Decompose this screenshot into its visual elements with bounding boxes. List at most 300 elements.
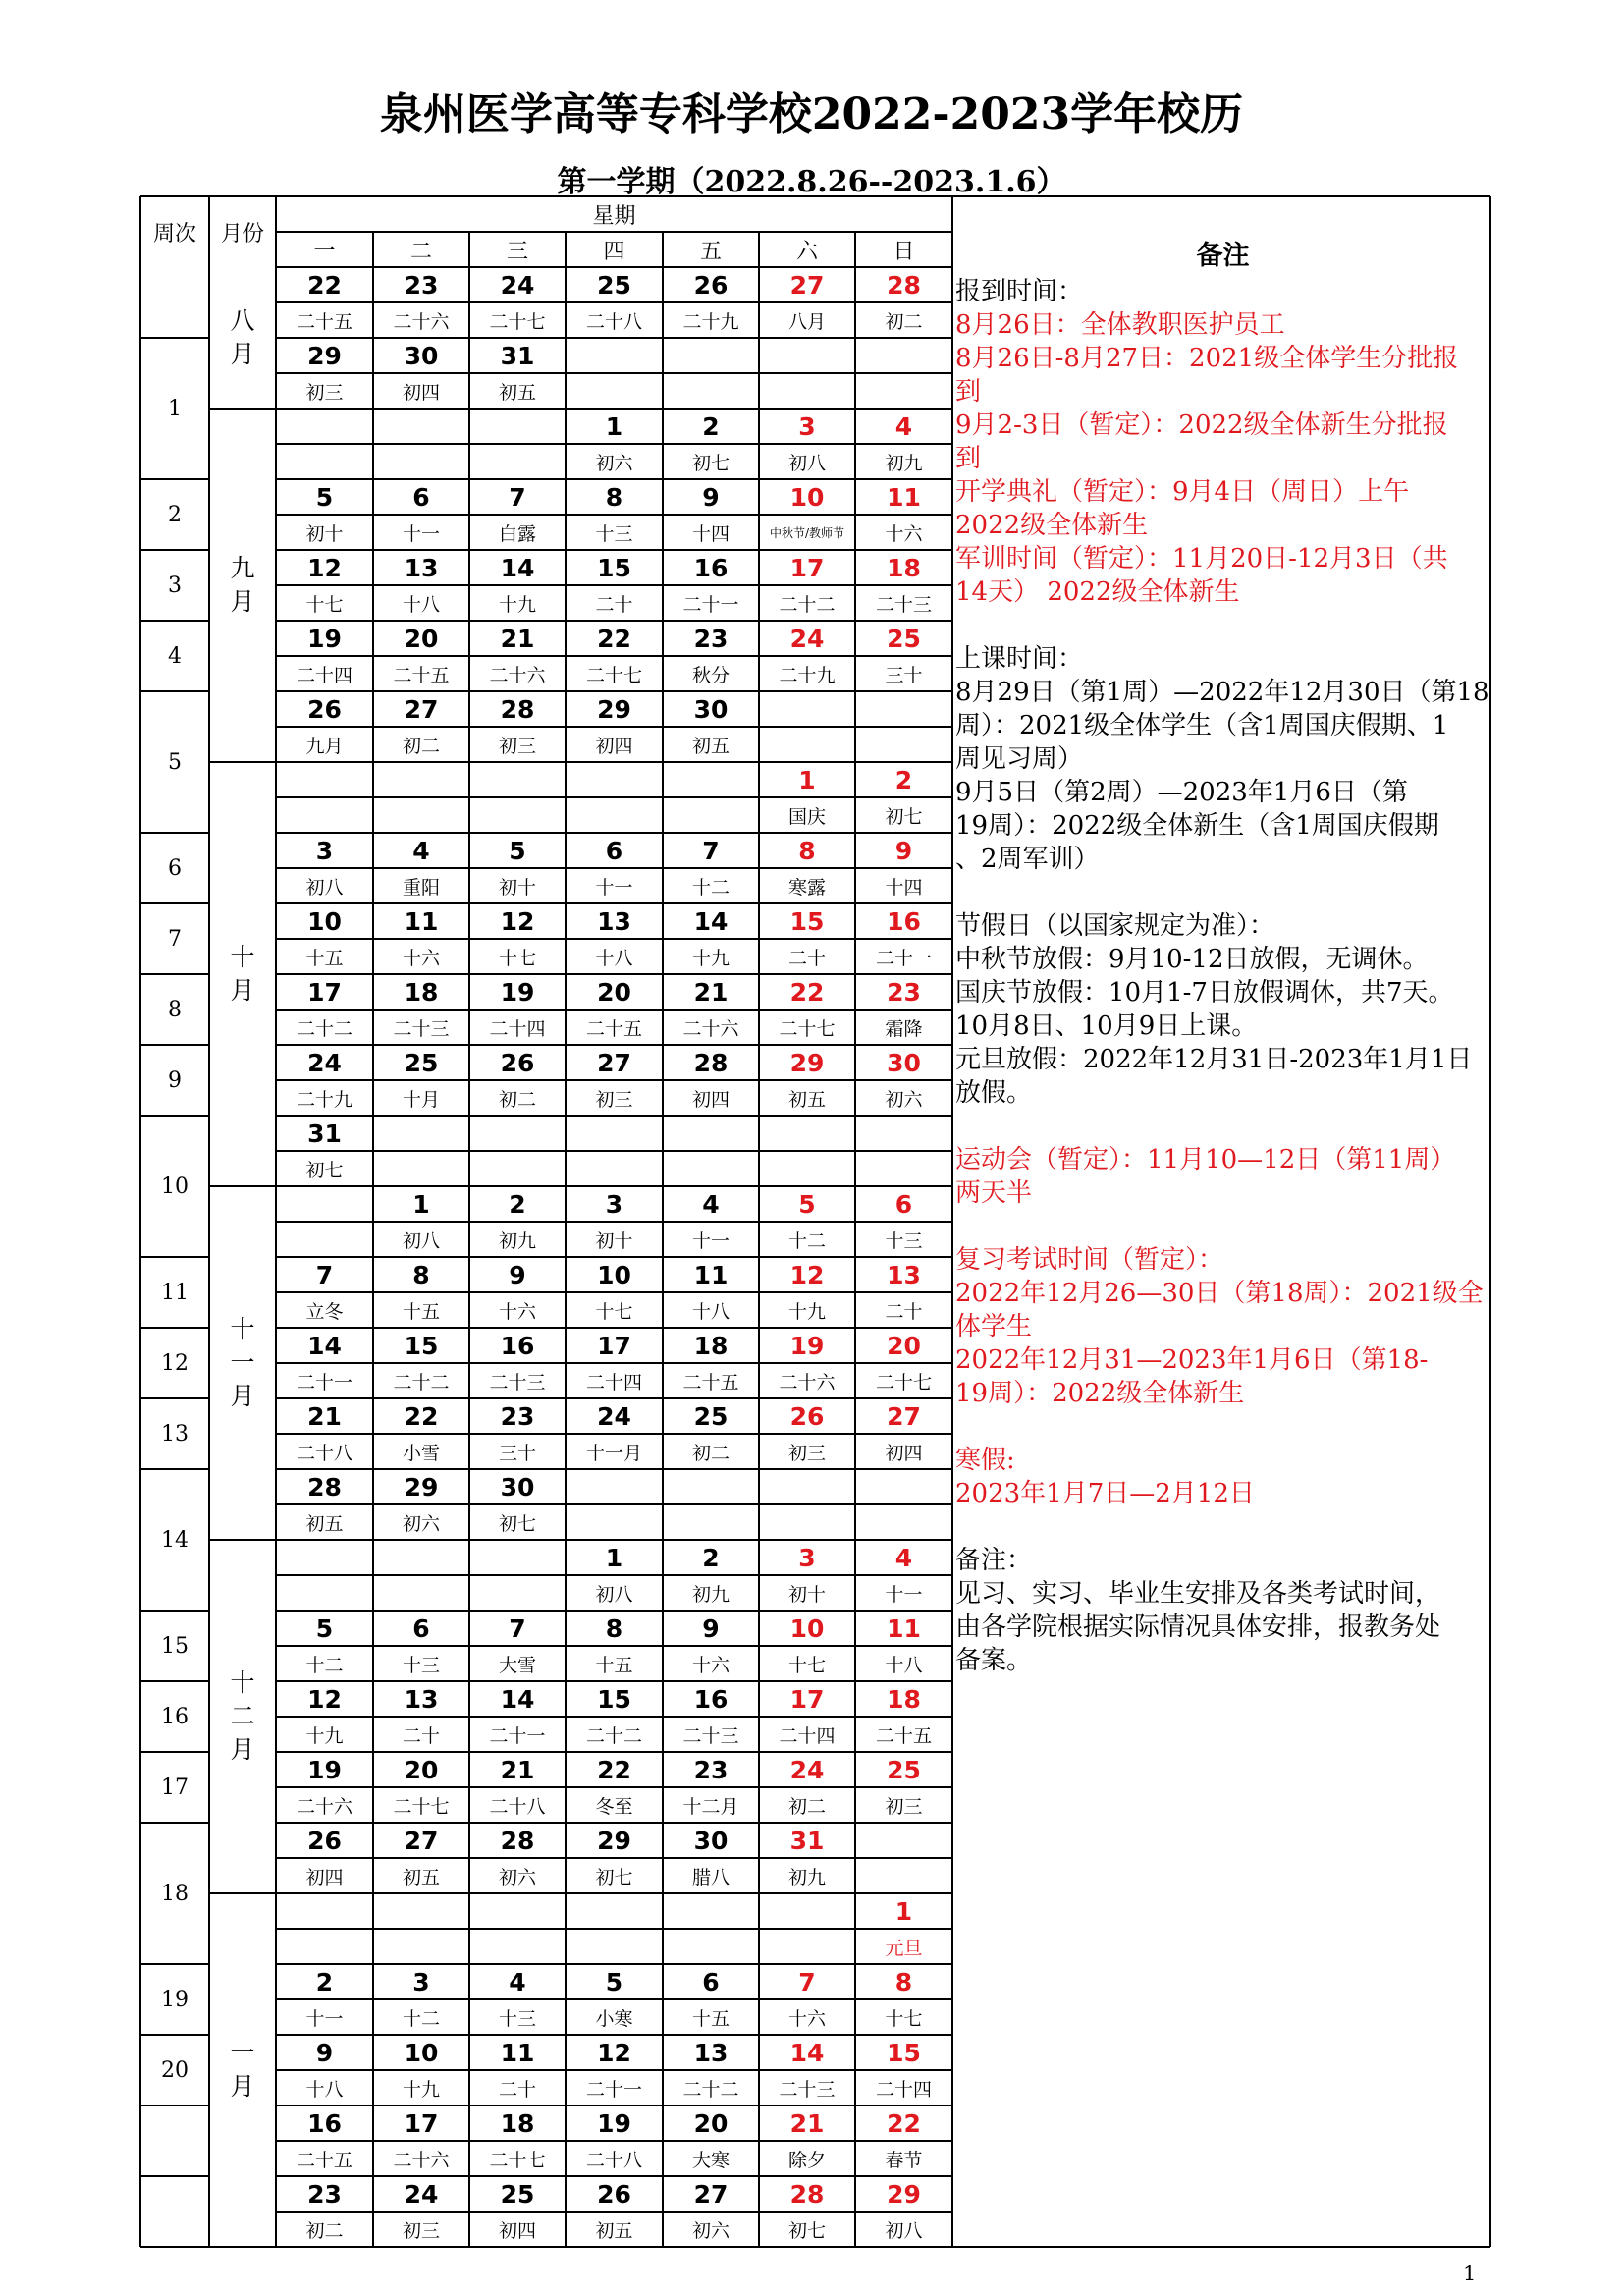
note-line: 、2周军训） (955, 845, 1100, 874)
day-number: 29 (307, 341, 342, 370)
day-number: 14 (500, 553, 535, 582)
note-line: 9月2-3日（暂定）：2022级全体新生分批报 (955, 410, 1448, 440)
lunar-date: 十八 (691, 1300, 730, 1323)
weekday-header-1: 一 (313, 239, 336, 264)
note-line: 体学生 (955, 1312, 1033, 1341)
day-number: 8 (605, 482, 623, 512)
lunar-date: 十三 (885, 1230, 923, 1252)
day-number: 31 (789, 1826, 825, 1855)
day-number: 8 (605, 1613, 623, 1643)
lunar-date: 二十四 (296, 664, 352, 686)
day-number: 5 (315, 482, 334, 512)
note-line: 2023年1月7日—2月12日 (955, 1479, 1255, 1508)
lunar-date: 十六 (787, 2007, 826, 2030)
day-number: 19 (789, 1331, 825, 1360)
day-number: 26 (693, 270, 729, 300)
lunar-date: 初二 (498, 1088, 536, 1111)
lunar-date: 二十九 (296, 1088, 352, 1111)
day-number: 27 (404, 694, 439, 724)
lunar-date: 十九 (305, 1724, 344, 1747)
month-label: 八月 (230, 306, 255, 368)
day-number: 14 (789, 2038, 825, 2067)
lunar-date: 十一 (691, 1230, 730, 1252)
lunar-date: 十九 (402, 2078, 440, 2101)
lunar-date: 初九 (498, 1230, 536, 1252)
lunar-date: 初八 (885, 2219, 923, 2242)
day-number: 6 (412, 1613, 430, 1643)
day-number: 10 (307, 906, 342, 936)
note-line: 见习、实习、毕业生安排及各类考试时间， (955, 1579, 1441, 1609)
lunar-date: 二十三 (875, 593, 932, 616)
day-number: 22 (307, 270, 342, 300)
weekday-header-6: 六 (795, 239, 818, 264)
day-number: 5 (509, 836, 526, 865)
day-number: 14 (693, 906, 729, 936)
lunar-date: 十七 (305, 593, 344, 616)
lunar-date: 二十八 (585, 310, 642, 333)
day-number: 7 (509, 1613, 526, 1643)
lunar-date: 二十五 (875, 1724, 932, 1747)
day-number: 6 (605, 836, 623, 865)
lunar-date: 十二 (691, 876, 730, 899)
lunar-date: 二十三 (489, 1371, 546, 1394)
day-number: 4 (894, 1543, 913, 1572)
week-number: 19 (161, 1987, 189, 2012)
day-number: 8 (798, 836, 816, 865)
day-number: 11 (500, 2038, 535, 2067)
day-number: 21 (307, 1401, 342, 1431)
lunar-date: 二十三 (393, 1017, 450, 1040)
day-number: 19 (597, 2108, 631, 2138)
lunar-date: 二十 (595, 593, 633, 616)
day-number: 3 (798, 1543, 816, 1572)
lunar-date: 初七 (595, 1866, 633, 1888)
day-number: 7 (509, 482, 526, 512)
day-number: 26 (500, 1048, 535, 1077)
lunar-date: 二十六 (682, 1017, 739, 1040)
lunar-date: 初四 (691, 1088, 730, 1111)
day-number: 17 (789, 1684, 825, 1714)
week-number: 12 (161, 1350, 189, 1376)
lunar-date: 初五 (498, 381, 536, 404)
lunar-date: 十八 (305, 2078, 344, 2101)
day-number: 16 (307, 2108, 342, 2138)
note-line: 14天） 2022级全体新生 (955, 577, 1240, 607)
week-number: 17 (161, 1775, 189, 1800)
lunar-date: 二十七 (875, 1371, 932, 1394)
note-line (955, 609, 1490, 642)
notes-header: 备注 (1196, 241, 1250, 271)
day-number: 4 (702, 1189, 720, 1219)
lunar-date: 初七 (787, 2219, 826, 2242)
week-number: 14 (161, 1527, 189, 1553)
note-line: 中秋节放假：9月10-12日放假，无调休。 (955, 945, 1429, 974)
day-number: 29 (597, 694, 631, 724)
lunar-date: 十三 (595, 522, 633, 545)
lunar-date: 二十 (402, 1724, 440, 1747)
lunar-date: 十八 (885, 1654, 923, 1676)
day-number: 14 (307, 1331, 342, 1360)
lunar-date: 二十八 (585, 2149, 642, 2171)
lunar-date: 二十七 (393, 1795, 450, 1818)
note-line: 到 (955, 444, 982, 473)
note-line: 节假日（以国家规定为准）： (955, 911, 1275, 941)
lunar-date: 九月 (305, 735, 344, 757)
day-number: 20 (887, 1331, 921, 1360)
day-number: 22 (404, 1401, 439, 1431)
lunar-date: 初七 (885, 805, 923, 828)
day-number: 7 (702, 836, 720, 865)
note-line (955, 1510, 1490, 1544)
day-number: 23 (307, 2179, 342, 2209)
day-number: 17 (597, 1331, 631, 1360)
week-number: 18 (161, 1881, 189, 1906)
lunar-date: 二十六 (489, 664, 546, 686)
lunar-date: 冬至 (595, 1795, 633, 1818)
day-number: 25 (887, 1755, 921, 1784)
lunar-date: 十七 (498, 947, 536, 969)
lunar-date: 二十四 (779, 1724, 836, 1747)
lunar-date: 十八 (402, 593, 440, 616)
lunar-date: 二十一 (585, 2078, 642, 2101)
lunar-date: 十二月 (682, 1795, 739, 1818)
day-number: 5 (798, 1189, 816, 1219)
lunar-date: 国庆 (787, 805, 826, 828)
day-number: 10 (404, 2038, 439, 2067)
lunar-date: 二十 (885, 1300, 923, 1323)
day-number: 9 (315, 2038, 334, 2067)
day-number: 26 (307, 694, 342, 724)
day-number: 2 (509, 1189, 526, 1219)
day-number: 24 (500, 270, 535, 300)
note-line (955, 1210, 1490, 1243)
lunar-date: 初二 (402, 735, 440, 757)
lunar-date: 二十六 (393, 310, 450, 333)
note-line (955, 876, 1490, 909)
day-number: 2 (702, 1543, 720, 1572)
lunar-date: 立冬 (305, 1300, 344, 1323)
note-line (955, 1410, 1490, 1444)
lunar-date: 二十四 (489, 1017, 546, 1040)
lunar-date: 十一 (595, 876, 633, 899)
day-number: 5 (315, 1613, 334, 1643)
lunar-date: 小寒 (595, 2007, 633, 2030)
day-number: 16 (693, 1684, 729, 1714)
day-number: 18 (404, 977, 439, 1007)
day-number: 28 (789, 2179, 825, 2209)
day-lunar-divider (276, 1150, 952, 1152)
day-number: 17 (307, 977, 342, 1007)
weekday-header-5: 五 (699, 239, 722, 264)
lunar-date: 二十八 (489, 1795, 546, 1818)
lunar-date: 三十 (498, 1442, 536, 1464)
note-line: 备案。 (955, 1646, 1033, 1675)
day-number: 25 (500, 2179, 535, 2209)
note-line: 复习考试时间（暂定）： (955, 1245, 1224, 1275)
lunar-date: 初二 (691, 1442, 730, 1464)
day-number: 20 (597, 977, 631, 1007)
lunar-date: 二十七 (489, 310, 546, 333)
lunar-date: 八月 (787, 310, 826, 333)
lunar-date: 初七 (498, 1512, 536, 1535)
lunar-date: 十五 (691, 2007, 730, 2030)
lunar-date: 二十九 (779, 664, 836, 686)
lunar-date: 春节 (885, 2149, 923, 2171)
lunar-date: 初六 (402, 1512, 440, 1535)
day-number: 1 (605, 1543, 623, 1572)
lunar-date: 腊八 (691, 1866, 730, 1888)
day-number: 21 (693, 977, 729, 1007)
day-number: 30 (404, 341, 439, 370)
lunar-date: 初六 (595, 452, 633, 474)
lunar-date: 初三 (885, 1795, 923, 1818)
week-number: 3 (168, 573, 182, 598)
day-number: 4 (894, 411, 913, 441)
month-column-header: 月份 (220, 221, 264, 246)
note-line: 周）：2021级全体学生（含1周国庆假期、1 (955, 711, 1449, 740)
lunar-date: 初三 (498, 735, 536, 757)
week-number: 16 (161, 1704, 189, 1729)
note-line: 10月8日、10月9日上课。 (955, 1011, 1258, 1041)
lunar-date: 寒露 (787, 876, 826, 899)
day-number: 19 (500, 977, 535, 1007)
day-number: 18 (500, 2108, 535, 2138)
day-number: 12 (597, 2038, 631, 2067)
week-number: 1 (168, 396, 182, 421)
lunar-date: 初三 (595, 1088, 633, 1111)
lunar-date: 初四 (402, 381, 440, 404)
lunar-date: 十四 (885, 876, 923, 899)
lunar-date: 二十五 (585, 1017, 642, 1040)
note-line: 2022年12月26—30日（第18周）：2021级全 (955, 1279, 1484, 1308)
lunar-date: 初五 (402, 1866, 440, 1888)
note-line (955, 1110, 1490, 1143)
week-number: 8 (168, 997, 182, 1022)
lunar-date: 十一 (305, 2007, 344, 2030)
day-number: 29 (789, 1048, 825, 1077)
day-number: 5 (605, 1967, 623, 1996)
lunar-date: 初四 (498, 2219, 536, 2242)
note-line: 放假。 (955, 1078, 1033, 1108)
day-number: 27 (404, 1826, 439, 1855)
lunar-date: 十八 (595, 947, 633, 969)
day-number: 9 (702, 1613, 720, 1643)
lunar-date: 初二 (885, 310, 923, 333)
day-number: 6 (412, 482, 430, 512)
day-number: 7 (798, 1967, 816, 1996)
lunar-date: 初三 (402, 2219, 440, 2242)
day-number: 21 (789, 2108, 825, 2138)
lunar-date: 十三 (498, 2007, 536, 2030)
week-number: 5 (168, 749, 182, 775)
lunar-date: 元旦 (885, 1937, 923, 1959)
day-number: 1 (605, 411, 623, 441)
note-line: 周见习周） (955, 744, 1084, 774)
lunar-date: 十六 (498, 1300, 536, 1323)
day-number: 26 (307, 1826, 342, 1855)
lunar-date: 二十三 (682, 1724, 739, 1747)
page-title: 泉州医学高等专科学校2022-2023学年校历 (379, 89, 1244, 139)
day-number: 12 (307, 1684, 342, 1714)
lunar-date: 初三 (787, 1442, 826, 1464)
week-number: 10 (161, 1174, 189, 1199)
weekday-header-4: 四 (603, 239, 625, 264)
day-number: 12 (500, 906, 535, 936)
lunar-date: 十六 (402, 947, 440, 969)
day-lunar-divider (276, 1928, 952, 1930)
lunar-date: 十七 (595, 1300, 633, 1323)
day-number: 11 (887, 482, 921, 512)
day-number: 28 (307, 1472, 342, 1502)
week-number: 15 (161, 1633, 189, 1659)
day-number: 9 (702, 482, 720, 512)
day-number: 20 (404, 1755, 439, 1784)
weekday-header-3: 三 (506, 239, 528, 264)
day-number: 9 (894, 836, 913, 865)
note-line: 两天半 (955, 1178, 1033, 1208)
lunar-date: 初五 (305, 1512, 344, 1535)
lunar-date: 十九 (691, 947, 730, 969)
day-number: 11 (404, 906, 439, 936)
day-number: 3 (798, 411, 816, 441)
day-number: 13 (887, 1260, 921, 1289)
lunar-date: 二十 (787, 947, 826, 969)
day-number: 15 (597, 553, 631, 582)
note-line: 上课时间： (955, 644, 1084, 674)
note-line: 8月26日-8月27日：2021级全体学生分批报 (955, 344, 1459, 373)
note-line: 国庆节放假：10月1-7日放假调休，共7天。 (955, 978, 1454, 1008)
day-number: 28 (693, 1048, 729, 1077)
day-number: 3 (315, 836, 334, 865)
note-line: 寒假: (955, 1446, 1015, 1475)
week-number: 20 (161, 2057, 189, 2083)
month-label: 十月 (230, 943, 255, 1005)
day-number: 30 (693, 1826, 729, 1855)
day-number: 22 (789, 977, 825, 1007)
day-number: 18 (693, 1331, 729, 1360)
lunar-date: 十一 (402, 522, 440, 545)
day-number: 24 (307, 1048, 342, 1077)
lunar-date: 初十 (305, 522, 344, 545)
day-number: 31 (500, 341, 535, 370)
lunar-date: 二十 (498, 2078, 536, 2101)
lunar-date: 二十二 (585, 1724, 642, 1747)
day-number: 8 (894, 1967, 913, 1996)
day-number: 21 (500, 624, 535, 653)
day-number: 27 (789, 270, 825, 300)
day-number: 3 (605, 1189, 623, 1219)
day-number: 3 (412, 1967, 430, 1996)
lunar-date: 二十四 (875, 2078, 932, 2101)
lunar-date: 二十七 (489, 2149, 546, 2171)
lunar-date: 二十五 (296, 310, 352, 333)
day-number: 26 (789, 1401, 825, 1431)
day-number: 27 (597, 1048, 631, 1077)
month-label: 九月 (230, 554, 255, 616)
lunar-date: 十九 (498, 593, 536, 616)
lunar-date: 十七 (787, 1654, 826, 1676)
day-number: 13 (693, 2038, 729, 2067)
day-number: 14 (500, 1684, 535, 1714)
lunar-date: 初五 (787, 1088, 826, 1111)
lunar-date: 十二 (305, 1654, 344, 1676)
day-number: 22 (597, 624, 631, 653)
day-number: 1 (412, 1189, 430, 1219)
lunar-date: 初七 (305, 1159, 344, 1181)
lunar-date: 除夕 (787, 2149, 826, 2171)
lunar-date: 十一 (885, 1583, 923, 1606)
lunar-date: 秋分 (691, 664, 730, 686)
lunar-date: 初二 (305, 2219, 344, 2242)
day-number: 28 (500, 1826, 535, 1855)
day-number: 12 (307, 553, 342, 582)
lunar-date: 二十五 (296, 2149, 352, 2171)
lunar-date: 初八 (787, 452, 826, 474)
lunar-date: 二十六 (779, 1371, 836, 1394)
lunar-date: 十五 (402, 1300, 440, 1323)
day-number: 1 (798, 765, 816, 794)
day-number: 2 (702, 411, 720, 441)
week-number: 7 (168, 926, 182, 952)
day-number: 26 (597, 2179, 631, 2209)
month-label: 十二月 (230, 1668, 255, 1764)
note-line: 运动会（暂定）：11月10—12日（第11周） (955, 1145, 1456, 1175)
weekday-header-2: 二 (409, 239, 432, 264)
day-number: 23 (693, 1755, 729, 1784)
lunar-date: 十二 (402, 2007, 440, 2030)
day-number: 12 (789, 1260, 825, 1289)
day-number: 11 (693, 1260, 729, 1289)
day-number: 29 (887, 2179, 921, 2209)
lunar-date: 二十一 (682, 593, 739, 616)
month-label: 十一月 (230, 1315, 255, 1410)
lunar-date: 初八 (305, 876, 344, 899)
day-number: 25 (887, 624, 921, 653)
lunar-date: 二十七 (585, 664, 642, 686)
lunar-date: 十二 (787, 1230, 826, 1252)
day-number: 24 (404, 2179, 439, 2209)
day-number: 23 (500, 1401, 535, 1431)
note-line: 2022级全体新生 (955, 511, 1149, 540)
day-number: 24 (597, 1401, 631, 1431)
day-number: 30 (500, 1472, 535, 1502)
lunar-date: 十五 (305, 947, 344, 969)
week-number: 6 (168, 855, 182, 881)
note-line: 报到时间： (955, 277, 1084, 306)
day-number: 7 (315, 1260, 334, 1289)
note-line: 19周）：2022级全体新生（含1周国庆假期 (955, 811, 1439, 841)
lunar-date: 初二 (787, 1795, 826, 1818)
lunar-date: 十六 (885, 522, 923, 545)
week-number: 13 (161, 1421, 189, 1447)
day-number: 30 (693, 694, 729, 724)
page-number: 1 (1463, 2262, 1477, 2285)
day-number: 25 (693, 1401, 729, 1431)
week-number: 4 (168, 643, 182, 669)
day-number: 8 (412, 1260, 430, 1289)
note-line: 军训时间（暂定）：11月20日-12月3日（共 (955, 544, 1448, 574)
day-number: 19 (307, 624, 342, 653)
note-line: 19周）：2022级全体新生 (955, 1379, 1245, 1408)
lunar-date: 二十一 (875, 947, 932, 969)
note-line: 8月26日：全体教职医护员工 (955, 310, 1285, 340)
notes-column (955, 275, 1490, 1677)
lunar-date: 初九 (787, 1866, 826, 1888)
lunar-date: 十三 (402, 1654, 440, 1676)
note-line: 8月29日（第1周）—2022年12月30日（第18 (955, 678, 1489, 707)
day-number: 28 (500, 694, 535, 724)
day-number: 4 (412, 836, 430, 865)
